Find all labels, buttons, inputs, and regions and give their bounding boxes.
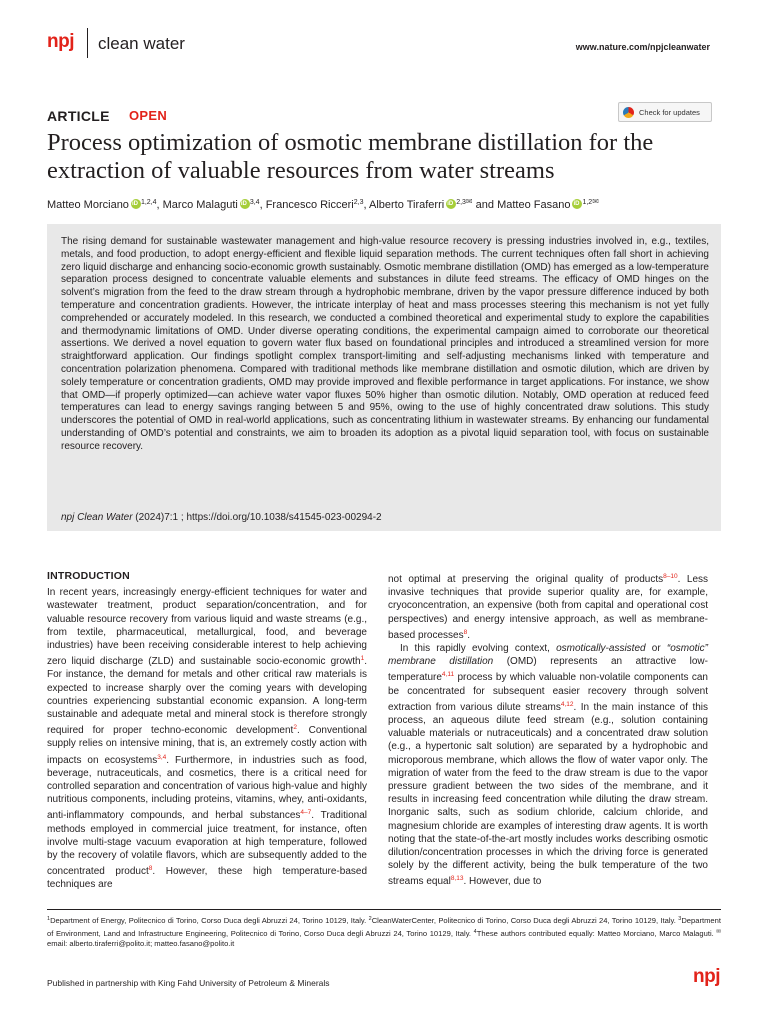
body-paragraph: In this rapidly evolving context, osmotically-assisted or “osmotic” membrane distillation (OMD) represents an attractive low-temperature$^{4,11}$ process by which valuable non-volatile components can be concentrated for subsequent easier recovery through solvent extraction from various dilute streams$^{4,12}$. In the main instance of this process, an aqueous dilute feed stream (e.g., solution containing valuable materials or nutraceuticals) and a concentrated draw solution (e.g., a hypertonic salt solution) are separated by a hydrophobic and microporous membrane, which allows the flow of water vapor only. The migration of water from the feed to the draw stream is due to the vapor pressure gradient between the two sides of the membrane, and it results in increasing feed concentration while diluting the draw stream. Inorganic salts, such as sodium chloride, calcium chloride, and magnesium chloride are examples of interesting draw agents. It is worth noting that the state-of-the-art mostly includes works describing osmotic dilution/concentration processes in which the driving force is generated solely by the different activity, being the bulk temperature of the two streams equal$^{8,13}$. However, due to	[388, 643, 709, 888]
section-heading-introduction: INTRODUCTION	[47, 570, 130, 582]
author-affiliation: 2,3	[353, 199, 364, 206]
author-name[interactable]: Marco Malaguti	[162, 199, 238, 211]
author-affiliation: 2,3	[456, 199, 466, 206]
crossmark-icon	[623, 107, 634, 118]
orcid-icon[interactable]	[240, 199, 250, 209]
author-name[interactable]: Alberto Tiraferri	[368, 199, 445, 211]
check-for-updates-button[interactable]	[618, 102, 712, 122]
body-column-left	[47, 570, 367, 892]
citation-doi[interactable]: (2024)7:1 ; https://doi.org/10.1038/s41545-023-00294-2	[132, 512, 382, 523]
citation-journal: npj Clean Water	[61, 512, 133, 523]
header-divider	[87, 28, 88, 58]
contact-email[interactable]: email: alberto.tiraferri@polito.it; matteo.fasano@polito.it	[47, 939, 235, 948]
author-name[interactable]: Matteo Fasano	[497, 199, 571, 211]
open-access-label: OPEN	[129, 108, 168, 123]
npj-logo: npj	[47, 31, 74, 52]
body-column-right	[388, 570, 708, 889]
author-list: Matteo MorcianoiD $^{1,2,4}$, Marco MalagutiiD $^{3,4}$, Francesco Ricceri$^{2,3}$, Alberto TiraferriiD $^{2,3✉}$ and Matteo FasanoiD $^{1,2✉}$	[47, 195, 727, 212]
envelope-icon[interactable]: ✉	[592, 197, 599, 206]
reference-link[interactable]: 8	[463, 628, 468, 636]
abstract-text: The rising demand for sustainable wastewater management and high-value resource recovery is pressing industries involved in, e.g., textiles, metals, and food production, to adopt energy-efficient and flexible liquid separation methods. The current techniques often fall short in achieving zero liquid discharge and enhancing socio-economic growth sustainably. Osmotic membrane distillation (OMD) has emerged as a low-temperature separation process designed to concentrate valuable elements and substances in dilute feed streams. The efficacy of OMD hinges on the solvent’s migration from the feed to the draw stream through a hydrophobic membrane, driven by the vapor pressure difference induced by both temperature and concentration gradients. However, the intricate interplay of heat and mass processes steering this mechanism is not yet fully comprehended or accurately modeled. In this research, we conducted a combined theoretical and experimental study to explore the capabilities and thermodynamic limitations of OMD. Under diverse operating conditions, the experimental campaign aimed to corroborate our theoretical assertions. We derived a novel equation to govern water flux based on foundational principles and introduced a streamlined version for more straightforward application. Our findings spotlight complex transport-limiting and self-adjusting mechanisms linked with temperature and concentration polarization phenomena. Compared with traditional methods like membrane distillation and osmotic dilution, which are driven by solely temperature or concentration gradients, OMD may provide improved and flexible performance in target applications. For instance, we show that OMD—if properly optimized—can achieve water vapor fluxes 50% higher than osmotic dilution. Notably, OMD operation at reduced feed temperatures can lead to energy savings ranging between 5 and 95%, owing to the use of highly concentrated draw solutions. This study underscores the potential of OMD in real-world applications, such as concentrating lithium in wastewater streams. By enhancing our fundamental understanding of OMD’s potential and constraints, we aim to broaden its adoption as a pivotal liquid separation tool, with focus on sustainable resource recovery.	[61, 236, 709, 452]
body-paragraph: not optimal at preserving the original quality of products$^{8-10}$. Less invasive techniques that provide superior quality are, for example, cryoconcentration, an expensive (both from capital and operational cost perspectives) and energy intensive approach, as well as membrane-based processes$^8$.	[388, 573, 709, 641]
author-affiliation: 1,2	[582, 199, 593, 206]
orcid-icon[interactable]	[131, 199, 141, 209]
author-name[interactable]: Matteo Morciano	[47, 199, 129, 211]
citation-line	[61, 512, 382, 524]
journal-url-link[interactable]: www.nature.com/npjcleanwater	[575, 42, 710, 52]
body-paragraph: In recent years, increasingly energy-efficient techniques for water and wastewater treatment, product separation/concentration, and for valuable resource recovery from various liquid and waste streams (e.g., from textile, pharmaceutical, metallurgical, food, and beverage industries) have been receiving considerable interest to help achieving zero liquid discharge (ZLD) and sustainable socio-economic growth$^1$. For instance, the demand for metals and other critical raw materials is expected to increase sharply over the coming years with developing countries experiencing substantial economic expansion. A long-term sustainable and adequate metal and mineral stock is therefore strongly required for proper techno-economic development$^2$. Conventional supply relies on intensive mining, that is, an extremely costly action with impacts on ecosystems$^{3,4}$. Furthermore, in industries such as food, beverage, nutraceuticals, and cosmetics, there is a critical need for controlled separation and concentration of various high-value and highly nutritious components, including proteins, vitamins, whey, anti-oxidants, anti-inflammatory compounds, and herbal substances$^{4-7}$. Traditional methods employed in commercial juice treatment, for instance, often involve multi-stage vacuum evaporation at high temperature, followed by the recovery of volatile flavors, which are subsequently added to the concentrated product$^8$. However, these high temperature-based techniques are	[47, 587, 367, 891]
reference-link[interactable]: 4,12	[560, 700, 574, 708]
abstract-box	[47, 224, 721, 531]
reference-link[interactable]: 4,11	[441, 671, 455, 679]
reference-link[interactable]: 3,4	[157, 753, 167, 761]
npj-footer-logo: npj	[693, 966, 720, 987]
envelope-icon[interactable]: ✉	[465, 197, 473, 206]
reference-link[interactable]: 8,13	[450, 875, 464, 883]
reference-link[interactable]: 8	[148, 865, 153, 873]
orcid-icon[interactable]	[572, 199, 582, 209]
footnote-divider	[47, 909, 721, 910]
envelope-icon: ✉	[716, 928, 721, 935]
check-for-updates-label: Check for updates	[639, 107, 700, 117]
orcid-icon[interactable]	[446, 199, 456, 209]
article-title: Process optimization of osmotic membrane distillation for the extraction of valuable resources from water streams	[47, 129, 654, 184]
reference-link[interactable]: 8–10	[663, 573, 678, 580]
author-affiliation: 1,2,4	[140, 199, 157, 206]
reference-link[interactable]: 2	[293, 724, 297, 732]
reference-link[interactable]: 1	[360, 655, 365, 663]
author-name[interactable]: Francesco Ricceri	[265, 199, 354, 211]
article-type-label: ARTICLE	[47, 108, 110, 124]
author-affiliation: 3,4	[249, 199, 260, 206]
footer-partnership-text: Published in partnership with King Fahd University of Petroleum & Minerals	[47, 978, 330, 988]
affiliations-footnote: $^1$Department of Energy, Politecnico di Torino, Corso Duca degli Abruzzi 24, Torino 10129, Italy. $^2$CleanWaterCenter, Politecnico di Torino, Corso Duca degli Abruzzi 24, Torino 10129, Italy. $^3$Department of Environment, Land and Infrastructure Engineering, Politecnico di Torino, Corso Duca degli Abruzzi 24, Torino 10129, Italy. $^4$These authors contributed equally: Matteo Morciano, Marco Malaguti. ✉email: alberto.tiraferri@polito.it; matteo.fasano@polito.it	[47, 916, 721, 948]
journal-name: clean water	[98, 34, 185, 53]
reference-link[interactable]: 4–7	[300, 809, 312, 817]
